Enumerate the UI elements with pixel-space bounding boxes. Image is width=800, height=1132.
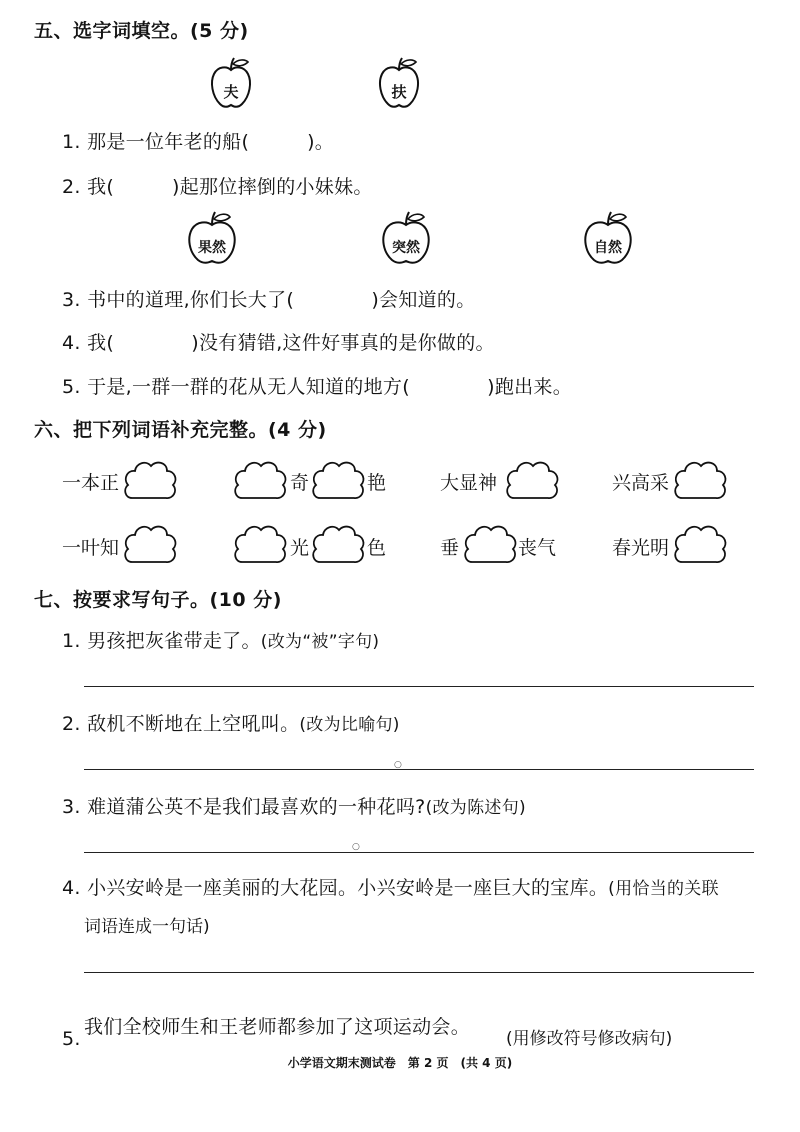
blank-cloud-icon[interactable] [462,522,518,566]
idiom-fragment: 一本正 [62,472,120,494]
apple-option-label: 果然 [198,240,226,256]
blank-cloud-icon[interactable] [232,458,288,502]
page-footer: 小学语文期末测试卷 第 2 页 (共 4 页) [287,1056,513,1070]
blank-cloud-icon[interactable] [310,522,366,566]
question-7-5-number: 5. [62,1028,81,1050]
section-6-title: 六、把下列词语补充完整。(4 分) [34,419,327,441]
idiom-fragment: 艳 [367,472,387,494]
apple-option-2 [376,56,422,112]
answer-line-7-4[interactable] [84,972,754,973]
question-5-3: 3. 书中的道理,你们长大了( )会知道的。 [62,289,476,311]
blank-cloud-icon[interactable] [122,458,178,502]
idiom-fragment: 色 [367,537,387,559]
speck-mark: ○ [352,842,360,852]
apple-option-5 [582,210,634,268]
question-7-3-note: (改为陈述句) [425,798,526,818]
section-5-title: 五、选字词填空。(5 分) [34,20,249,42]
idiom-fragment: 一叶知 [62,537,120,559]
blank-cloud-icon[interactable] [122,522,178,566]
question-7-3 [62,792,526,819]
section-7-title: 七、按要求写句子。(10 分) [34,589,282,611]
question-7-2 [62,709,400,736]
blank-cloud-icon[interactable] [232,522,288,566]
question-5-5: 5. 于是,一群一群的花从无人知道的地方( )跑出来。 [62,376,573,398]
idiom-fragment: 垂 [440,537,460,559]
idiom-fragment: 春光明 [612,537,670,559]
apple-option-label: 扶 [391,83,407,101]
question-7-1 [62,626,379,653]
apple-option-4 [380,210,432,268]
question-7-3-text: 3. 难道蒲公英不是我们最喜欢的一种花吗? [62,796,426,818]
idiom-fragment: 丧气 [518,537,557,559]
question-7-4-note: (用恰当的关联 [608,879,719,899]
question-5-4: 4. 我( )没有猜错,这件好事真的是你做的。 [62,332,495,354]
blank-cloud-icon[interactable] [504,458,560,502]
blank-cloud-icon[interactable] [310,458,366,502]
idiom-fragment: 光 [290,537,310,559]
apple-option-label: 自然 [594,240,622,256]
apple-option-label: 夫 [223,83,239,101]
apple-option-1 [208,56,254,112]
blank-cloud-icon[interactable] [672,522,728,566]
question-7-2-text: 2. 敌机不断地在上空吼叫。 [62,713,300,735]
question-7-2-note: (改为比喻句) [299,715,400,735]
answer-line-7-3[interactable] [84,852,754,853]
question-7-4 [62,873,719,900]
idiom-fragment: 兴高采 [612,472,670,494]
question-7-4-continued: 词语连成一句话) [84,917,210,937]
speck-mark: ○ [394,760,402,770]
idiom-fragment: 奇 [290,472,310,494]
apple-option-label: 突然 [392,240,420,256]
answer-line-7-1[interactable] [84,686,754,687]
question-5-1: 1. 那是一位年老的船( )。 [62,131,335,153]
blank-cloud-icon[interactable] [672,458,728,502]
question-7-1-text: 1. 男孩把灰雀带走了。 [62,630,261,652]
question-7-1-note: (改为“被”字句) [260,632,380,652]
answer-line-7-2[interactable] [84,769,754,770]
question-7-5-text: 我们全校师生和王老师都参加了这项运动会。 [84,1016,471,1038]
question-5-2: 2. 我( )起那位摔倒的小妹妹。 [62,176,373,198]
question-7-5-note: (用修改符号修改病句) [506,1029,673,1049]
question-7-4-text: 4. 小兴安岭是一座美丽的大花园。小兴安岭是一座巨大的宝库。 [62,877,609,899]
apple-option-3 [186,210,238,268]
idiom-fragment: 大显神 [440,472,498,494]
